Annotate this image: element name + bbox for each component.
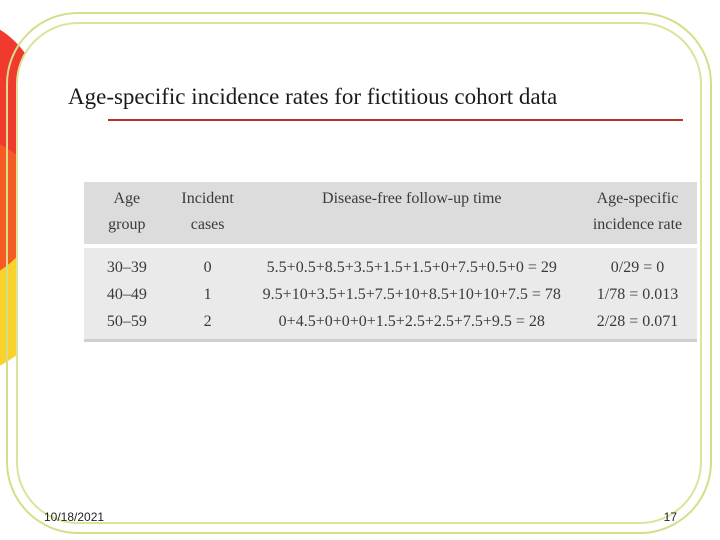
cell-incident-cases: 2: [170, 308, 246, 341]
cell-age-group: 40–49: [106, 285, 147, 303]
slide-date: 10/18/2021: [44, 510, 105, 524]
table-row: [84, 308, 697, 341]
cell-incidence-rate: 0/29 = 0: [610, 258, 665, 276]
table-row: [84, 281, 697, 308]
slide-title: Age-specific incidence rates for fictitious cohort data: [68, 84, 558, 109]
header-text: Disease-free follow-up time: [322, 190, 502, 207]
cell-incidence-rate: 2/28 = 0.071: [578, 308, 697, 341]
cell-age-group: 50–59: [84, 308, 170, 341]
header-text: Age-specific: [596, 190, 679, 207]
header-follow-up-time: [246, 182, 578, 246]
cell-follow-up-time: 0+4.5+0+0+0+1.5+2.5+2.5+7.5+9.5 = 28: [246, 308, 578, 341]
cell-incidence-rate: 1/78 = 0.013: [596, 285, 679, 303]
header-text: cases: [190, 216, 225, 233]
header-incidence-rate: [578, 182, 697, 246]
header-text: Incident: [181, 190, 234, 207]
cell-follow-up-time: 5.5+0.5+8.5+3.5+1.5+1.5+0+7.5+0.5+0 = 29: [266, 258, 557, 276]
cell-follow-up-time: 9.5+10+3.5+1.5+7.5+10+8.5+10+10+7.5 = 78: [262, 285, 561, 303]
cell-age-group: 30–39: [106, 258, 147, 276]
header-text: incidence rate: [592, 216, 683, 233]
table-row: [84, 246, 697, 281]
header-age-group: [84, 182, 170, 246]
table-header-row: [84, 182, 697, 246]
cell-incident-cases: 0: [203, 258, 212, 276]
title-underline: [108, 119, 683, 121]
header-incident-cases: [170, 182, 246, 246]
cell-incident-cases: 1: [203, 285, 212, 303]
header-text: Age: [113, 190, 141, 207]
incidence-table: [84, 182, 697, 342]
header-text: group: [108, 216, 146, 233]
slide-page-number: 17: [663, 510, 677, 524]
